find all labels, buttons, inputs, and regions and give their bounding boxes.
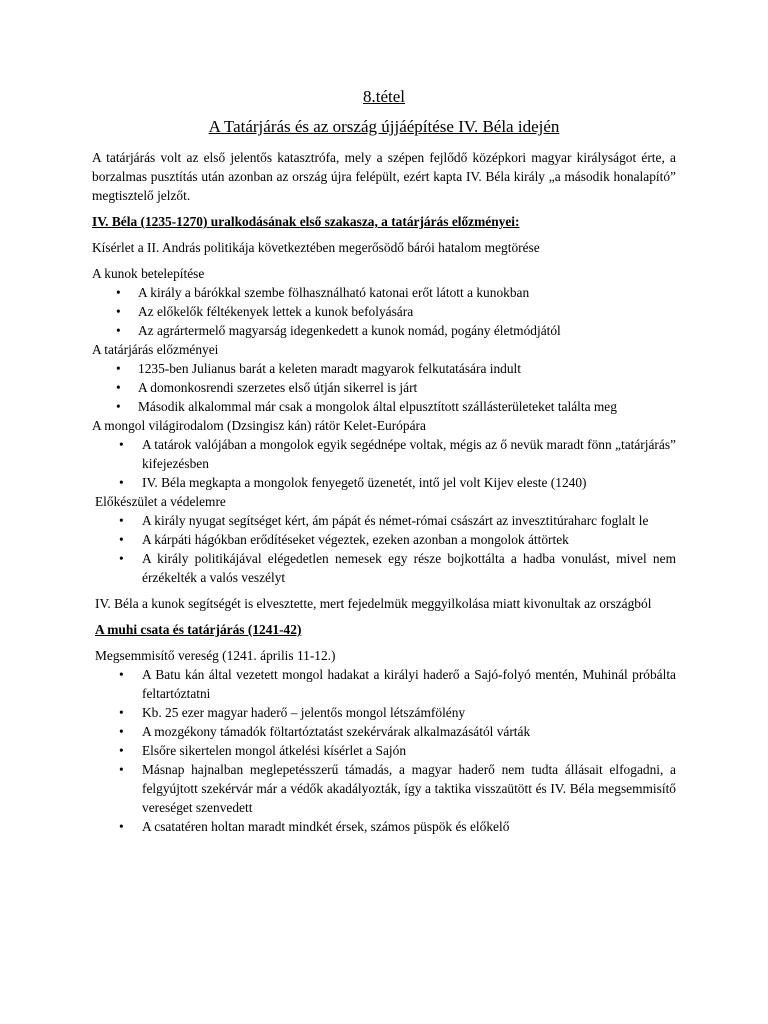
bullet-icon: • bbox=[116, 323, 121, 338]
list-item: • A csatatéren holtan maradt mindkét érsek, számos püspök és előkelő bbox=[119, 819, 510, 834]
bullet-icon: • bbox=[119, 667, 124, 682]
bullet-icon: • bbox=[119, 551, 124, 566]
document-page bbox=[92, 86, 676, 836]
list-item: • Kb. 25 ezer magyar haderő – jelentős mongol létszámfölény bbox=[119, 705, 466, 720]
list-item: • A tatárok valójában a mongolok egyik segédnépe voltak, mégis az ő nevük maradt fönn „tatárjárás” kifejezésben bbox=[119, 437, 676, 471]
list-item: • 1235-ben Julianus barát a keleten maradt magyarok felkutatására indult bbox=[116, 361, 521, 376]
list-item: • A Batu kán által vezetett mongol hadakat a királyi haderő a Sajó-folyó mentén, Muhinál próbálta feltartóztatni bbox=[119, 667, 676, 701]
elozmenyek-label: A tatárjárás előzményei bbox=[92, 342, 219, 357]
bullet-icon: • bbox=[119, 532, 124, 547]
list-item: • Az agrártermelő magyarság idegenkedett a kunok nomád, pogány életmódjától bbox=[116, 323, 561, 338]
section1-closing: IV. Béla a kunok segítségét is elvesztette, mert fejedelmük meggyilkolása miatt kivonultak az országból bbox=[95, 596, 652, 611]
elokeszulet-label: Előkészület a védelemre bbox=[95, 494, 226, 509]
bullet-icon: • bbox=[119, 437, 124, 452]
elozmenyek-list bbox=[92, 359, 676, 416]
bullet-icon: • bbox=[119, 743, 124, 758]
list-item: • Az előkelők féltékenyek lettek a kunok befolyására bbox=[116, 304, 414, 319]
list-item: • A kárpáti hágókban erődítéseket végeztek, ezeken azonban a mongolok áttörtek bbox=[119, 532, 569, 547]
kunok-label: A kunok betelepítése bbox=[92, 266, 205, 281]
list-item: • Másnap hajnalban meglepetésszerű támadás, a magyar haderő nem tudta állásait elfogadni, a felgyújtott szekérvár már a védők akadályozták, így a taktika visszaütött és IV. Béla megsemmisítő vereséget szenvedett bbox=[119, 762, 676, 815]
list-item: • A mozgékony támadók föltartóztatást szekérvárak alkalmazásától várták bbox=[119, 724, 531, 739]
bullet-icon: • bbox=[119, 513, 124, 528]
bullet-icon: • bbox=[119, 475, 124, 490]
bullet-icon: • bbox=[119, 819, 124, 834]
list-item: • A domonkosrendi szerzetes első útján sikerrel is járt bbox=[116, 380, 418, 395]
bullet-icon: • bbox=[116, 399, 121, 414]
list-item: • Elsőre sikertelen mongol átkelési kísérlet a Sajón bbox=[119, 743, 407, 758]
mongol-list bbox=[92, 435, 676, 492]
bullet-icon: • bbox=[119, 762, 124, 777]
section2-lead: Megsemmisítő vereség (1241. április 11-12.) bbox=[95, 648, 336, 663]
mongol-label: A mongol világirodalom (Dzsingisz kán) rátör Kelet-Európára bbox=[92, 418, 426, 433]
intro-paragraph: A tatárjárás volt az első jelentős katasztrófa, mely a szépen fejlődő középkori magyar királyságot érte, a borzalmas pusztítás után azonban az ország újra felépült, ezért kapta IV. Béla király „a második honalapító” megtisztelő jelzőt. bbox=[92, 150, 676, 203]
bullet-icon: • bbox=[116, 361, 121, 376]
section1-lead: Kísérlet a II. András politikája következtében megerősödő bárói hatalom megtörése bbox=[92, 240, 540, 255]
list-item: • A király a bárókkal szembe fölhasználható katonai erőt látott a kunokban bbox=[116, 285, 530, 300]
page-title: 8.tétel bbox=[362, 87, 405, 106]
bullet-icon: • bbox=[116, 304, 121, 319]
page-subtitle: A Tatárjárás és az ország újjáépítése IV. Béla idején bbox=[208, 117, 560, 136]
bullet-icon: • bbox=[119, 724, 124, 739]
bullet-icon: • bbox=[116, 380, 121, 395]
list-item: • Második alkalommal már csak a mongolok által elpusztított szállásterületeket találta meg bbox=[116, 399, 617, 414]
list-item: • A király nyugat segítséget kért, ám pápát és német-római császárt az invesztitúraharc foglalt le bbox=[119, 513, 649, 528]
bullet-icon: • bbox=[119, 705, 124, 720]
bullet-icon: • bbox=[116, 285, 121, 300]
section-heading-2: A muhi csata és tatárjárás (1241-42) bbox=[95, 622, 302, 637]
kunok-list bbox=[92, 283, 676, 340]
muhi-list bbox=[92, 665, 676, 836]
list-item: • A király politikájával elégedetlen nemesek egy része bojkottálta a hadba vonulást, mivel nem érzékelték a valós veszélyt bbox=[119, 551, 676, 585]
spacer bbox=[92, 587, 676, 594]
elokeszulet-list bbox=[92, 511, 676, 587]
section-heading-1: IV. Béla (1235-1270) uralkodásának első szakasza, a tatárjárás előzményei: bbox=[92, 214, 520, 229]
list-item: • IV. Béla megkapta a mongolok fenyegető üzenetét, intő jel volt Kijev eleste (1240) bbox=[119, 475, 587, 490]
